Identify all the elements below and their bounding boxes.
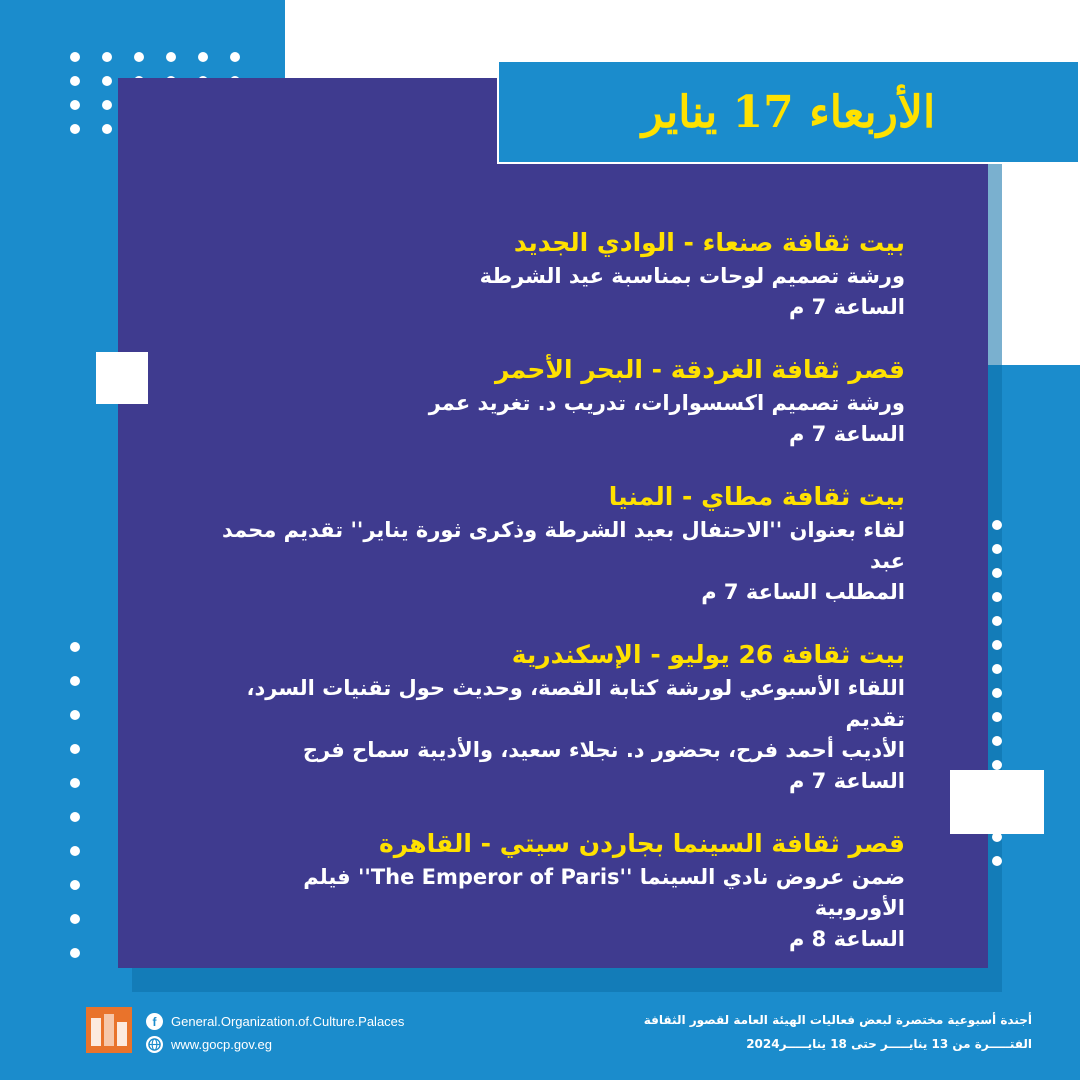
white-square-left (96, 352, 148, 404)
event-item (205, 352, 905, 450)
event-description: لقاء بعنوان ''الاحتفال بعيد الشرطة وذكرى ثورة يناير'' تقديم محمد عبد (222, 518, 905, 573)
event-time: المطلب الساعة 7 م (701, 580, 905, 604)
event-title: بيت ثقافة مطاي - المنيا (608, 482, 905, 511)
event-description: ورشة تصميم لوحات بمناسبة عيد الشرطة (479, 264, 905, 288)
event-title: قصر ثقافة السينما بجاردن سيتي - القاهرة (378, 829, 905, 858)
event-time: الساعة 7 م (788, 295, 905, 319)
website-url: www.gocp.gov.eg (171, 1037, 272, 1052)
date-banner (497, 60, 1080, 164)
event-description: ورشة تصميم اكسسوارات، تدريب د. تغريد عمر (428, 391, 905, 415)
agenda-caption: أجندة أسبوعية مختصرة لبعض فعاليات الهيئة العامة لقصور الثقافة (643, 1013, 1032, 1027)
event-title: بيت ثقافة 26 يوليو - الإسكندرية (511, 640, 905, 669)
event-time: الساعة 7 م (788, 422, 905, 446)
event-time: الساعة 8 م (788, 927, 905, 951)
period-caption: الفتـــــرة من 13 ينايـــــر حتى 18 ينايـــــر2024 (746, 1037, 1032, 1051)
facebook-icon: f (146, 1013, 163, 1030)
facebook-page-name: General.Organization.of.Culture.Palaces (171, 1014, 405, 1029)
event-item (205, 225, 905, 323)
event-item (205, 637, 905, 797)
gocp-logo (86, 1007, 132, 1053)
event-item (205, 826, 905, 955)
globe-icon (146, 1036, 163, 1053)
event-description: الأديب أحمد فرح، بحضور د. نجلاء سعيد، والأديبة سماح فرج (302, 738, 905, 762)
event-title: بيت ثقافة صنعاء - الوادي الجديد (513, 228, 905, 257)
facebook-link[interactable] (146, 1013, 404, 1030)
dot-column-left (70, 642, 80, 958)
white-square-right (950, 770, 1044, 834)
event-item (205, 479, 905, 608)
date-title: الأربعاء 17 يناير (641, 86, 936, 138)
event-description: الأوروبية (814, 896, 905, 920)
website-link[interactable] (146, 1036, 272, 1053)
event-description: اللقاء الأسبوعي لورشة كتابة القصة، وحديث حول تقنيات السرد، تقديم (246, 676, 905, 731)
events-list (205, 225, 905, 984)
event-title: قصر ثقافة الغردقة - البحر الأحمر (495, 355, 905, 384)
event-description: ضمن عروض نادي السينما ''The Emperor of Paris'' فيلم (303, 865, 905, 889)
event-time: الساعة 7 م (788, 769, 905, 793)
